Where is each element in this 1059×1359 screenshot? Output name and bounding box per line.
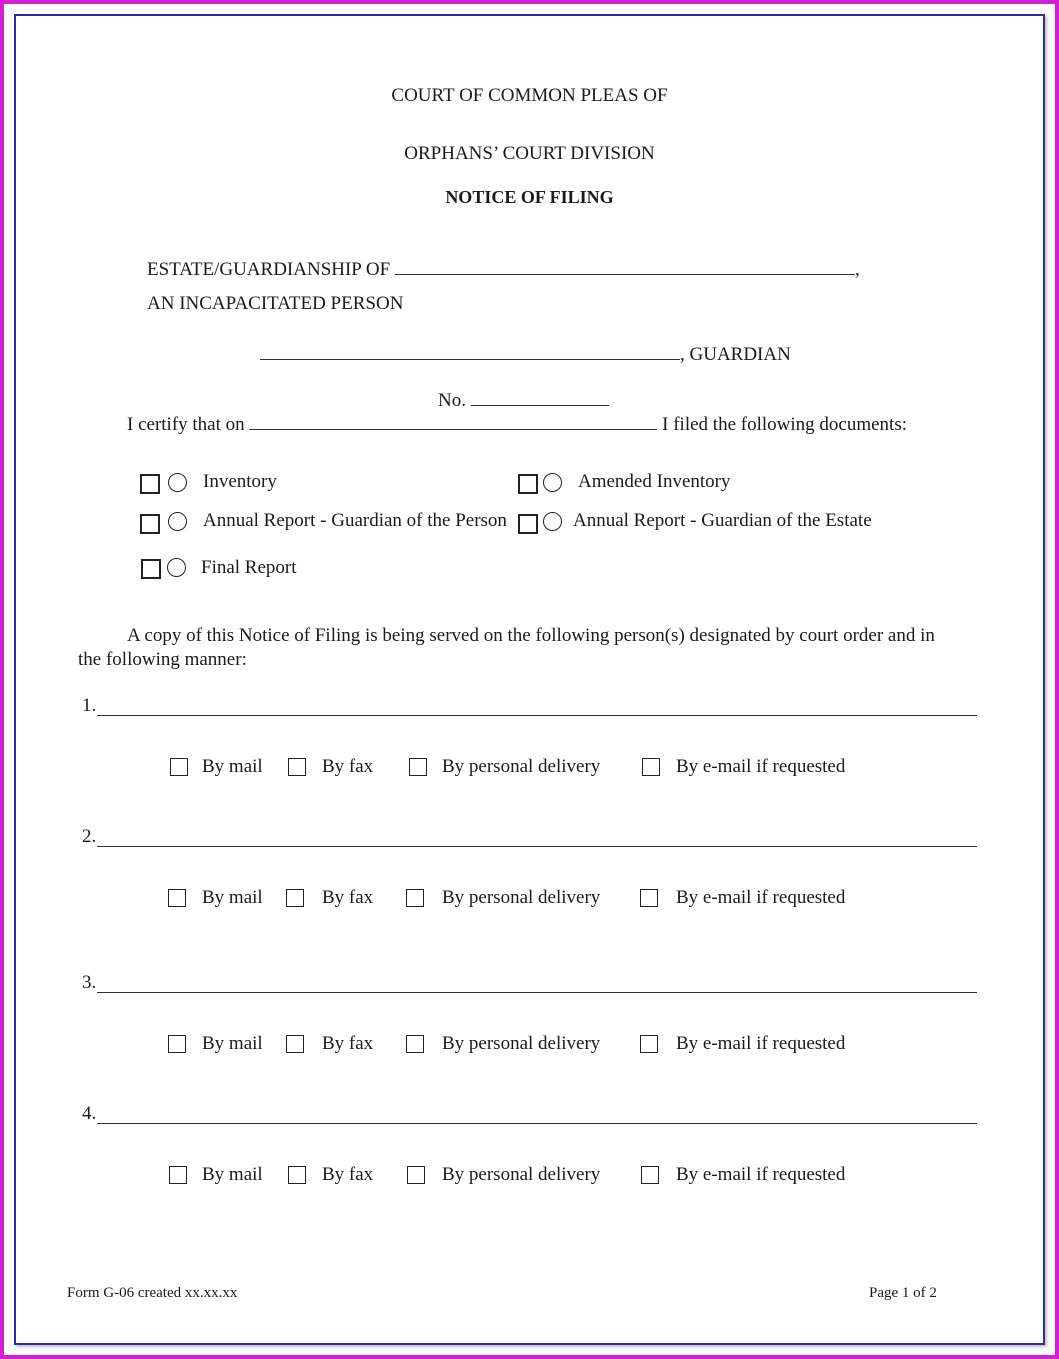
person-1-number: 1. (82, 695, 97, 716)
final-report-radio[interactable] (167, 558, 186, 577)
certify-row (127, 414, 907, 436)
doc-label-annual-report-estate: Annual Report - Guardian of the Estate (573, 510, 872, 531)
person-1-fax-checkbox[interactable] (288, 758, 306, 776)
amended-inventory-radio[interactable] (543, 473, 562, 492)
inventory-radio[interactable] (168, 473, 187, 492)
person-3-mail-label: By mail (202, 1033, 263, 1054)
person-3-email-checkbox[interactable] (640, 1035, 658, 1053)
person-1-line (97, 715, 977, 716)
person-4-number: 4. (82, 1103, 97, 1124)
person-3-number: 3. (82, 972, 97, 993)
person-2-fax-checkbox[interactable] (286, 889, 304, 907)
estate-name-field[interactable] (395, 274, 855, 275)
annual-report-estate-checkbox[interactable] (518, 514, 538, 534)
guardian-name-field[interactable] (260, 359, 680, 360)
guardian-row (260, 344, 791, 366)
annual-report-person-radio[interactable] (168, 512, 187, 531)
doc-label-annual-report-person: Annual Report - Guardian of the Person (203, 510, 507, 531)
person-2-delivery-label: By personal delivery (442, 887, 601, 908)
estate-row (147, 259, 860, 281)
annual-report-estate-radio[interactable] (543, 512, 562, 531)
annual-report-person-checkbox[interactable] (140, 514, 160, 534)
case-number-row (438, 390, 609, 412)
person-4-email-checkbox[interactable] (641, 1166, 659, 1184)
person-4-line (97, 1123, 977, 1124)
guardian-label: , GUARDIAN (680, 344, 791, 365)
doc-label-amended-inventory: Amended Inventory (578, 471, 731, 492)
person-4-email-label: By e-mail if requested (676, 1164, 846, 1185)
person-2-mail-checkbox[interactable] (168, 889, 186, 907)
amended-inventory-checkbox[interactable] (518, 474, 538, 494)
person-1-fax-label: By fax (322, 756, 374, 777)
division-heading: ORPHANS’ COURT DIVISION (404, 143, 655, 164)
final-report-checkbox[interactable] (141, 559, 161, 579)
case-number-label: No. (438, 390, 466, 411)
person-2-fax-label: By fax (322, 887, 374, 908)
person-4-mail-label: By mail (202, 1164, 263, 1185)
person-1-mail-label: By mail (202, 756, 263, 777)
person-1-mail-checkbox[interactable] (170, 758, 188, 776)
person-4-mail-checkbox[interactable] (169, 1166, 187, 1184)
person-2-email-checkbox[interactable] (640, 889, 658, 907)
case-number-field[interactable] (471, 405, 609, 406)
person-3-fax-checkbox[interactable] (286, 1035, 304, 1053)
person-2-delivery-checkbox[interactable] (406, 889, 424, 907)
person-2-number: 2. (82, 826, 97, 847)
court-heading: COURT OF COMMON PLEAS OF (391, 85, 668, 106)
form-id: Form G-06 created xx.xx.xx (67, 1285, 238, 1301)
person-4-fax-checkbox[interactable] (288, 1166, 306, 1184)
person-2-line (97, 846, 977, 847)
page-title: NOTICE OF FILING (445, 187, 614, 207)
inventory-checkbox[interactable] (140, 474, 160, 494)
person-4-delivery-checkbox[interactable] (407, 1166, 425, 1184)
person-3-delivery-checkbox[interactable] (406, 1035, 424, 1053)
estate-suffix: , (854, 259, 860, 280)
doc-label-final-report: Final Report (201, 557, 297, 578)
doc-label-inventory: Inventory (203, 471, 277, 492)
service-intro-line1: A copy of this Notice of Filing is being served on the following person(s) designated by court order and in (127, 625, 935, 646)
certify-suffix: I filed the following documents: (662, 414, 907, 435)
page-number: Page 1 of 2 (869, 1285, 937, 1301)
person-4-delivery-label: By personal delivery (442, 1164, 601, 1185)
person-1-delivery-label: By personal delivery (442, 756, 601, 777)
person-1-email-checkbox[interactable] (642, 758, 660, 776)
incapacitated-label: AN INCAPACITATED PERSON (147, 293, 404, 314)
certify-prefix: I certify that on (127, 414, 245, 435)
person-2-email-label: By e-mail if requested (676, 887, 846, 908)
person-3-fax-label: By fax (322, 1033, 374, 1054)
person-3-line (97, 992, 977, 993)
person-1-email-label: By e-mail if requested (676, 756, 846, 777)
person-4-fax-label: By fax (322, 1164, 374, 1185)
person-2-mail-label: By mail (202, 887, 263, 908)
person-3-mail-checkbox[interactable] (168, 1035, 186, 1053)
service-intro-line2: the following manner: (78, 649, 247, 670)
person-1-delivery-checkbox[interactable] (409, 758, 427, 776)
person-3-email-label: By e-mail if requested (676, 1033, 846, 1054)
person-3-delivery-label: By personal delivery (442, 1033, 601, 1054)
page (14, 14, 1045, 1345)
filing-date-field[interactable] (249, 429, 657, 430)
estate-label: ESTATE/GUARDIANSHIP OF (147, 259, 391, 280)
